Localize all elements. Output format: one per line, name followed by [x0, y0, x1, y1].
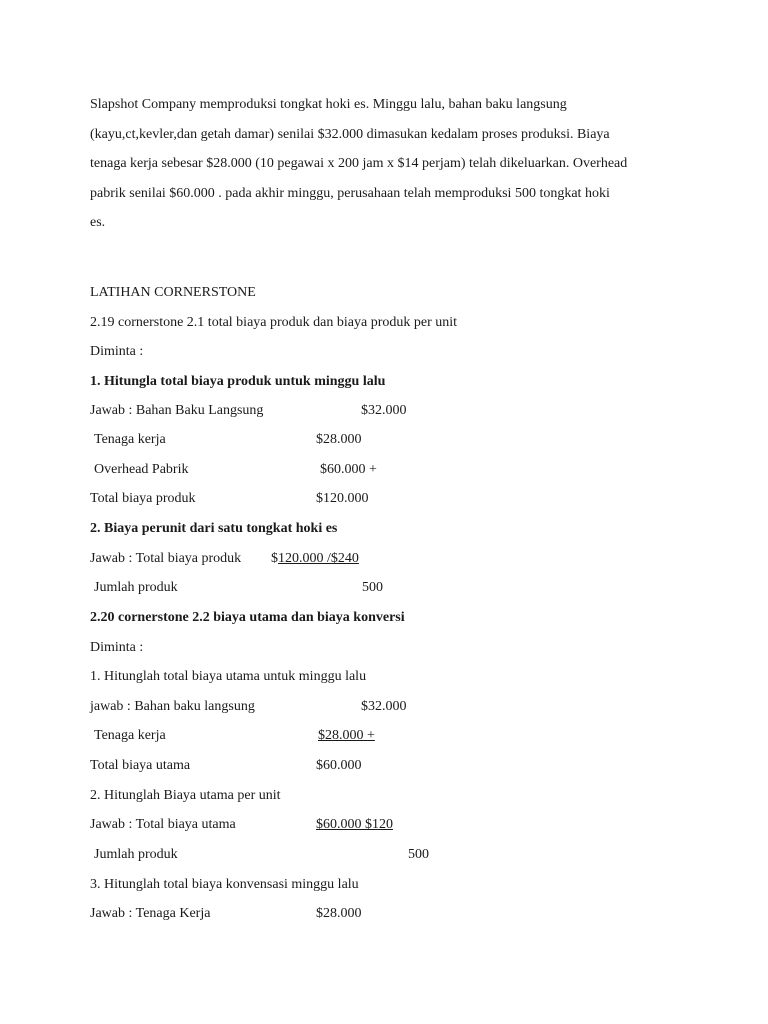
exercise-219-question-2: 2. Biaya perunit dari satu tongkat hoki es: [90, 521, 338, 536]
intro-line: (kayu,ct,kevler,dan getah damar) senilai $32.000 dimasukan kedalam proses produksi. Biaya: [90, 126, 610, 142]
ex220-row-total-label: Total biaya utama: [90, 758, 191, 773]
exercise-220-question-1: 1. Hitunglah total biaya utama untuk minggu lalu: [90, 669, 367, 684]
ex220-row-bahan-baku-value: $32.000: [361, 699, 407, 714]
ex219-row-jumlah-label: Jumlah produk: [94, 580, 178, 595]
exercise-220-title: 2.20 cornerstone 2.2 biaya utama dan biaya konversi: [90, 610, 405, 625]
ex220-row-jumlah-value: 500: [408, 847, 429, 862]
ex220-row-total-utama-value: $60.000 $120: [316, 817, 393, 832]
ex220-row-tenaga-kerja-value: $28.000 +: [318, 728, 375, 743]
ex219-row-tenaga-kerja-value: $28.000: [316, 432, 362, 447]
intro-line: es.: [90, 215, 106, 231]
exercise-219-diminta: Diminta :: [90, 344, 144, 359]
ex220-row-tenaga-kerja-label: Tenaga kerja: [94, 728, 166, 743]
ex220-row-total-value: $60.000: [316, 758, 362, 773]
intro-line: tenaga kerja sebesar $28.000 (10 pegawai x 200 jam x $14 perjam) telah dikeluarkan. Overhead: [90, 156, 628, 172]
ex219-row-total-biaya-fraction: [271, 551, 359, 567]
dollar-sign: $: [271, 551, 278, 566]
exercise-220-question-3: 3. Hitunglah total biaya konvensasi minggu lalu: [90, 877, 359, 892]
ex219-row-total-biaya-label: Jawab : Total biaya produk: [90, 551, 242, 566]
ex220-row-jumlah-label: Jumlah produk: [94, 847, 178, 862]
ex220-row-tenaga-kerja-2-value: $28.000: [316, 906, 362, 921]
exercise-220-diminta: Diminta :: [90, 640, 144, 655]
exercise-219-title: 2.19 cornerstone 2.1 total biaya produk dan biaya produk per unit: [90, 315, 458, 330]
ex219-row-jumlah-value: 500: [362, 580, 383, 595]
ex219-row-bahan-baku-value: $32.000: [361, 403, 407, 418]
ex219-row-tenaga-kerja-label: Tenaga kerja: [94, 432, 166, 447]
exercise-219-question-1: 1. Hitungla total biaya produk untuk minggu lalu: [90, 374, 386, 389]
exercise-220-question-2: 2. Hitunglah Biaya utama per unit: [90, 788, 281, 803]
intro-paragraph: [90, 90, 690, 238]
intro-line: pabrik senilai $60.000 . pada akhir minggu, perusahaan telah memproduksi 500 tongkat hoki: [90, 185, 610, 201]
ex219-row-overhead-value: $60.000 +: [320, 462, 377, 477]
ex219-row-total-label: Total biaya produk: [90, 491, 196, 506]
section-title: LATIHAN CORNERSTONE: [90, 285, 256, 300]
intro-line: Slapshot Company memproduksi tongkat hoki es. Minggu lalu, bahan baku langsung: [90, 97, 567, 112]
ex219-row-total-value: $120.000: [316, 491, 369, 506]
ex220-row-tenaga-kerja-2-label: Jawab : Tenaga Kerja: [90, 906, 211, 921]
ex219-row-overhead-label: Overhead Pabrik: [94, 462, 189, 477]
ex219-row-total-biaya-value: 120.000 /$240: [278, 551, 359, 566]
ex220-row-total-utama-label: Jawab : Total biaya utama: [90, 817, 236, 832]
ex220-row-bahan-baku-label: jawab : Bahan baku langsung: [90, 699, 255, 714]
ex219-row-bahan-baku-label: Jawab : Bahan Baku Langsung: [90, 403, 264, 418]
